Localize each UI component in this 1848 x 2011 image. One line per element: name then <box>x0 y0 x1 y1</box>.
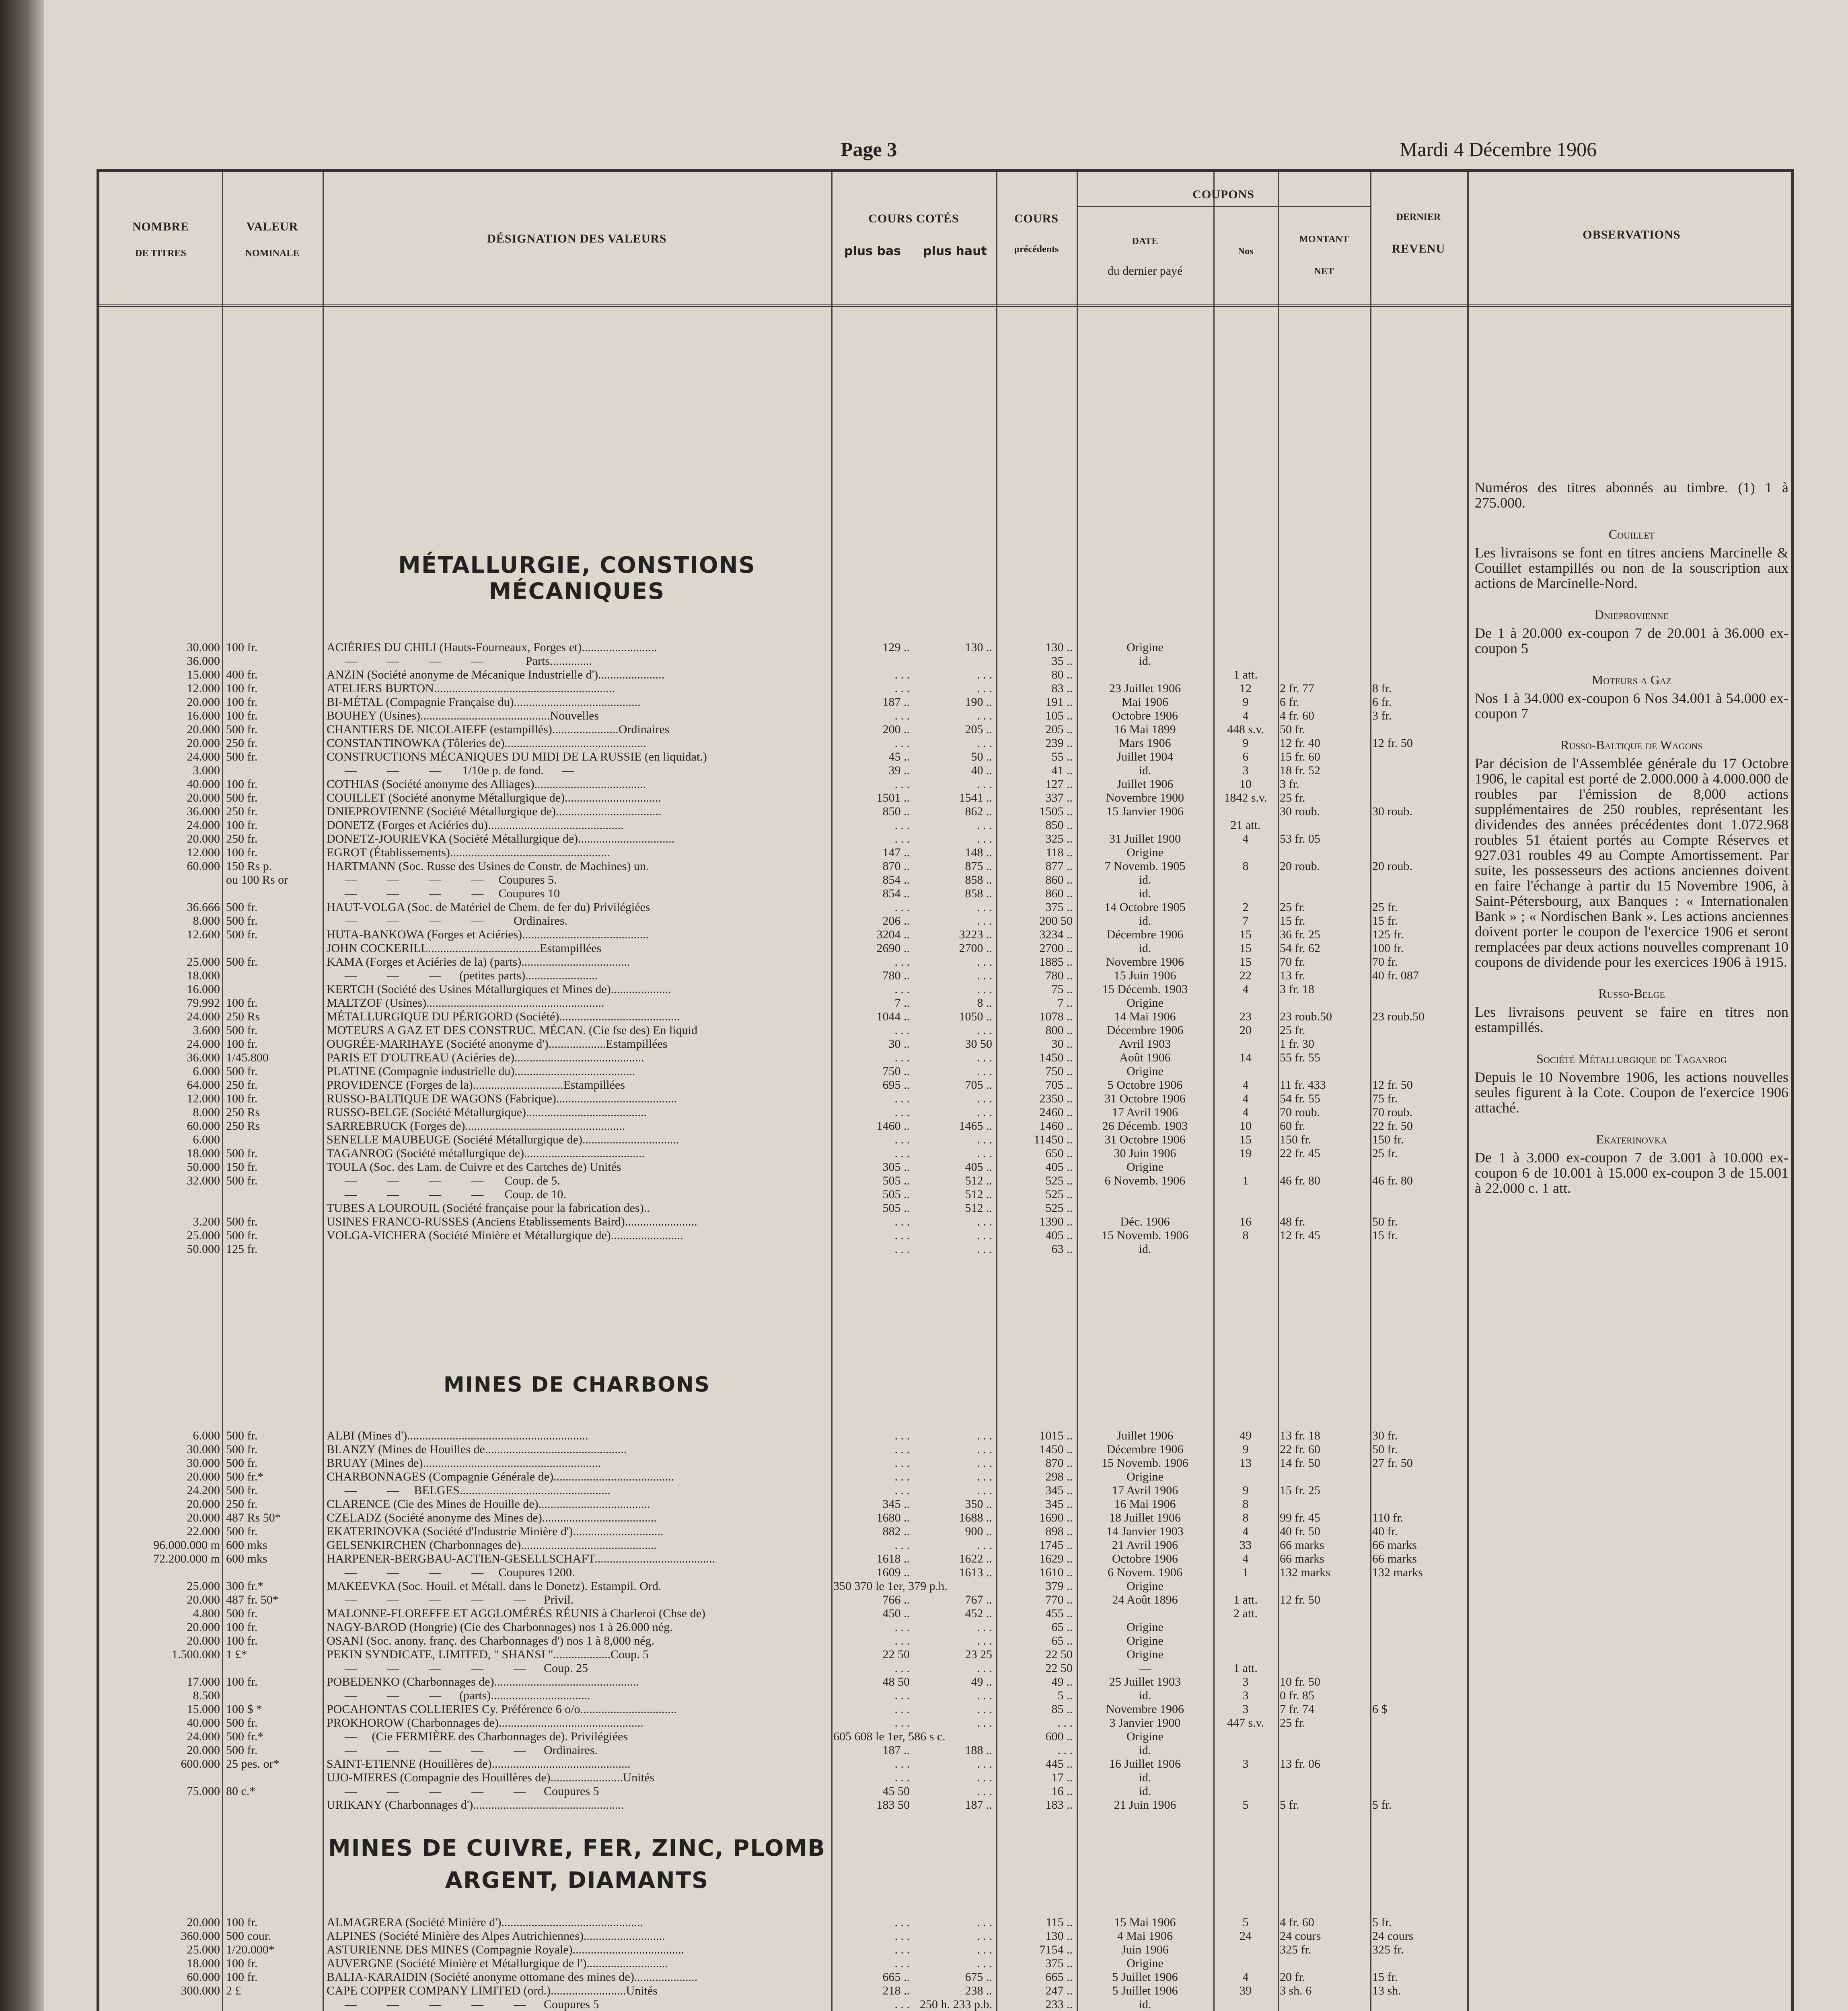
obs-ekaterinovka: De 1 à 3.000 ex-coupon 7 de 3.001 à 10.000 ex-coupon 6 de 10.001 à 15.000 ex-coupon 3 de 15.001 à 22.000 c. 1 att. <box>1475 1149 1788 1196</box>
metallurgie-nombre: 30.000 36.000 15.000 12.000 20.000 16.000 20.000 20.000 24.000 3.000 40.000 20.000 36.000 24.000 20.000 12.000 60.000 36.666 8.000 12.600 25.000 18.000 16.000 79.992 24.000 3.600 24.000 36.000 6.000 64.000 12.000 8.000 60.000 6.000 18.000 50.000 32.000 3.200 25.000 50.000 <box>187 641 220 1256</box>
col-rule-valeur <box>222 172 223 2011</box>
col-rule-date <box>1077 172 1078 2011</box>
header-nominale: NOMINALE <box>245 248 300 259</box>
table-header <box>99 172 1791 307</box>
obs-couillet-title: Couillet <box>1608 527 1655 541</box>
obs-russo-baltique-title: Russo-Baltique de Wagons <box>1560 738 1703 752</box>
obs-russo-belge: Les livraisons peuvent se faire en titres non estampillés. <box>1475 1004 1788 1035</box>
metallurgie-revenu: 8 fr. 6 fr. 3 fr. 12 fr. 50 30 roub. 20 roub. 25 fr. 15 fr. 125 fr. 100 fr. 70 fr. 40 fr. 087 23 roub.50 12 fr. 50 75 fr. 70 roub. 22 fr. 50 150 fr. 25 fr. 46 fr. 80 50 fr. 15 fr. <box>1372 682 1425 1242</box>
header-nombre: NOMBRE <box>132 220 189 233</box>
header-plus-haut: plus haut <box>923 244 987 258</box>
header-montant: MONTANT <box>1299 234 1349 245</box>
obs-dnieprovienne-title: Dnieprovienne <box>1594 607 1669 622</box>
col-rule-observations <box>1467 172 1469 2011</box>
header-dernier-paye: du dernier payé <box>1107 264 1183 278</box>
metallurgie-date: Origine id. 23 Juillet 1906 Mai 1906 Octobre 1906 16 Mai 1899 Mars 1906 Juillet 1904 id. Juillet 1906 Novembre 1900 15 Janvier 1906 31 Juillet 1900 Origine 7 Novemb. 1905 id. id. 14 Octobre 1905 id. Décembre 1906 id. Novembre 1906 15 Juin 1906 15 Décemb. 1903 Origine 14 Mai 1906 Décembre 1906 Avril 1903 Août 1906 Origine 5 Octobre 1906 31 Octobre 1906 17 Avril 1906 26 Décemb. 1903 31 Octobre 1906 30 Juin 1906 Origine 6 Novemb. 1906 Déc. 1906 15 Novemb. 1906 id. <box>1102 641 1188 1256</box>
cuivre-revenu: 5 fr. 24 cours 325 fr. 15 fr. 13 sh. <box>1372 1916 1414 1997</box>
obs-taganrog-title: Société Métallurgique de Taganrog <box>1536 1051 1727 1066</box>
metallurgie-designation: ACIÉRIES DU CHILI (Hauts-Fourneaux, Forges et)......................... — — — — Parts.............. ANZIN (Société anonyme de Mécanique Industrielle d')...................... ATELIERS BURTON............................................................ BI-MÉTAL (Compagnie Française du).......................................... BOUHEY (Usines)...........................................Nouvelles CHANTIERS DE NICOLAIEFF (estampillés)......................Ordinaires CONSTANTINOWKA (Tôleries de)............................................... CONSTRUCTIONS MÉCANIQUES DU MIDI DE LA RUSSIE (en liquidat.) — — — 1/10e p. de fond. — COTHIAS (Société anonyme des Alliages)..................................... COUILLET (Société anonyme Métallurgique de)................................ DNIEPROVIENNE (Société Métallurgique de)................................... DONETZ (Forges et Aciéries du)............................................. DONETZ-JOURIEVKA (Société Métallurgique de)................................ EGROT (Établissements)..................................................... HARTMANN (Soc. Russe des Usines de Constr. de Machines) un. — — — — Coupures 5. — — — — Coupures 10 HAUT-VOLGA (Soc. de Matériel de Chem. de fer du) Privilégiées — — — — Ordinaires. HUTA-BANKOWA (Forges et Aciéries).......................................... JOHN COCKERILL.....................................Estampillées KAMA (Forges et Aciéries de la) (parts).................................... — — — (petites parts)........................ KERTCH (Société des Usines Métallurgiques et Mines de).................... MALTZOF (Usines)........................................................... MÉTALLURGIQUE DU PÉRIGORD (Société)........................................ MOTEURS A GAZ ET DES CONSTRUC. MÉCAN. (Cie fse des) En liquid OUGRÉE-MARIHAYE (Société anonyme d')...................Estampillées PARIS ET D'OUTREAU (Aciéries de)........................................... PLATINE (Compagnie industrielle du)........................................ PROVIDENCE (Forges de la)..............................Estampillées RUSSO-BALTIQUE DE WAGONS (Fabrique)........................................ RUSSO-BELGE (Société Métallurgique)........................................ SARREBRUCK (Forges de)..................................................... SENELLE MAUBEUGE (Société Métallurgique de)................................ TAGANROG (Société métallurgique de)........................................ TOULA (Soc. des Lam. de Cuivre et des Cartches de) Unités — — — — Coup. de 5. — — — — Coup. de 10. TUBES A LOUROUIL (Société française pour la fabrication des).. USINES FRANCO-RUSSES (Anciens Etablissements Baird)........................ VOLGA-VICHERA (Société Minière et Métallurgique de)........................ <box>327 641 707 1242</box>
section-cuivre-title: MINES DE CUIVRE, FER, ZINC, PLOMB <box>328 1835 826 1861</box>
charbons-no: 49 9 13 9 8 8 4 33 4 1 1 att. 2 att. 1 att. 3 3 3 447 s.v. 3 5 <box>1227 1429 1264 1812</box>
header-valeur: VALEUR <box>246 220 298 233</box>
obs-top: Numéros des titres abonnés au timbre. (1) 1 à 275.000. <box>1475 479 1788 511</box>
header-titres: DE TITRES <box>135 248 186 259</box>
metallurgie-plus-haut: 130 .. . . . . . . 190 .. . . . 205 .. . . . 50 .. 40 .. . . . 1541 .. 862 .. . . . . . . 148 .. 875 .. 858 .. 858 .. . . . . . . 3223 .. 2700 .. . . . . . . . . . 8 .. 1050 .. . . . 30 50 . . . . . . 705 .. . . . . . . 1465 .. . . . . . . 405 .. 512 .. 512 .. 512 .. . . . . . . . . . <box>959 641 992 1256</box>
cuivre-plus-bas: . . . . . . . . . . . . 665 .. 218 .. . . . <box>882 1916 910 2011</box>
obs-ekaterinovka-title: Ekaterinovka <box>1596 1132 1667 1146</box>
charbons-date: Juillet 1906 Décembre 1906 15 Novemb. 1906 Origine 17 Avril 1906 16 Mai 1906 18 Juillet 1906 14 Janvier 1903 21 Avril 1906 Octobre 1906 6 Novem. 1906 Origine 24 Août 1896 Origine Origine Origine — 25 Juillet 1903 id. Novembre 1906 3 Janvier 1900 Origine id. 16 Juillet 1906 id. id. 21 Juin 1906 <box>1102 1429 1188 1812</box>
charbons-nombre: 6.000 30.000 30.000 20.000 24.200 20.000 20.000 22.000 96.000.000 m 72.200.000 m 25.000 20.000 4.800 20.000 20.000 1.500.000 17.000 8.500 15.000 40.000 24.000 20.000 600.000 75.000 <box>153 1429 220 1798</box>
cuivre-no: 5 24 4 39 <box>1240 1916 1252 1997</box>
metallurgie-no: 1 att. 12 9 4 448 s.v. 9 6 3 10 1842 s.v. 21 att. 4 8 2 7 15 15 15 22 4 23 20 14 4 4 4 10 15 19 1 16 8 <box>1224 668 1267 1242</box>
section-metallurgie: MÉTALLURGIE, CONSTIONS MÉCANIQUES <box>398 552 756 605</box>
cuivre-date: 15 Mai 1906 4 Mai 1906 Juin 1906 Origine 5 Juillet 1906 5 Juillet 1906 id. <box>1112 1916 1178 2011</box>
header-coupons: COUPONS <box>1192 188 1254 201</box>
header-cours-cotes: COURS COTÉS <box>868 212 959 225</box>
metallurgie-plus-bas: 129 .. . . . . . . 187 .. . . . 200 .. . . . 45 .. 39 .. . . . 1501 .. 850 .. . . . . . . 147 .. 870 .. 854 .. 854 .. . . . 206 .. 3204 .. 2690 .. . . . 780 .. . . . 7 .. 1044 .. . . . 30 .. . . . 750 .. 695 .. . . . . . . 1460 .. . . . . . . 305 .. 505 .. 505 .. 505 .. . . . . . . . . . <box>876 641 910 1256</box>
header-no: Nos <box>1237 246 1254 257</box>
cuivre-montant: 4 fr. 60 24 cours 325 fr. 20 fr. 3 sh. 6 <box>1280 1916 1321 1997</box>
page-date: Mardi 4 Décembre 1906 <box>1400 138 1597 160</box>
header-net: NET <box>1314 266 1334 277</box>
obs-moteurs: Nos 1 à 34.000 ex-coupon 6 Nos 34.001 à 54.000 ex-coupon 7 <box>1475 690 1788 722</box>
charbons-plus-bas: . . . . . . . . . . . . . . . 345 .. 1680 .. 882 .. . . . 1618 .. 1609 .. 350 370 le 1er, 379 p.h. 766 .. 450 .. . . . . . . 22 50 . . . 48 50 . . . . . . . . . 605 608 le 1er, 586 s c. 187 .. . . . . . . 45 50 183 50 <box>833 1429 948 1812</box>
obs-moteurs-title: Moteurs a Gaz <box>1591 672 1672 687</box>
header-observations: OBSERVATIONS <box>1583 228 1681 241</box>
header-designation: DÉSIGNATION DES VALEURS <box>487 232 667 245</box>
header-precedents: précédents <box>1014 244 1059 255</box>
cuivre-nombre: 20.000 360.000 25.000 18.000 60.000 300.000 <box>181 1916 220 1997</box>
metallurgie-montant: 2 fr. 77 6 fr. 4 fr. 60 50 fr. 12 fr. 40 15 fr. 60 18 fr. 52 3 fr. 25 fr. 30 roub. 53 fr. 05 20 roub. 25 fr. 15 fr. 36 fr. 25 54 fr. 62 70 fr. 13 fr. 3 fr. 18 23 roub.50 25 fr. 1 fr. 30 55 fr. 55 11 fr. 433 54 fr. 55 70 roub. 60 fr. 150 fr. 22 fr. 45 46 fr. 80 48 fr. 12 fr. 45 <box>1280 682 1332 1242</box>
section-cuivre-subtitle: ARGENT, DIAMANTS <box>445 1867 709 1894</box>
header-plus-bas: plus bas <box>844 244 901 258</box>
cuivre-plus-haut: . . . . . . . . . . . . 675 .. 238 .. 250 h. 233 p.b. <box>920 1916 992 2011</box>
cuivre-precedents: 115 .. 130 .. 7154 .. 375 .. 665 .. 247 .. 233 .. <box>1039 1916 1073 2011</box>
header-date: DATE <box>1132 236 1158 247</box>
col-rule-cours-cotes <box>831 172 833 2011</box>
col-rule-no <box>1213 172 1215 2011</box>
coupons-divider <box>1077 206 1370 207</box>
quotation-table <box>97 169 1794 2011</box>
cuivre-designation: ALMAGRERA (Société Minière d')............................................... ALPINES (Société Minière des Alpes Autrichiennes)........................... ASTURIENNE DES MINES (Compagnie Royale)..................................... AUVERGNE (Société Minière et Métallurgique de l')........................... BALIA-KARAIDIN (Société anonyme ottomane des mines de)..................... CAPE COPPER COMPANY LIMITED (ord.).........................Unités — — — — — Coupures 5 <box>327 1916 698 2011</box>
metallurgie-valeur: 100 fr. 400 fr. 100 fr. 100 fr. 100 fr. 500 fr. 250 fr. 500 fr. 100 fr. 500 fr. 250 fr. 100 fr. 250 fr. 100 fr. 150 Rs p. ou 100 Rs or 500 fr. 500 fr. 500 fr. 500 fr. 100 fr. 250 Rs 500 fr. 100 fr. 1/45.800 500 fr. 250 fr. 100 fr. 250 Rs 250 Rs 500 fr. 150 fr. 500 fr. 500 fr. 500 fr. 125 fr. <box>226 641 288 1256</box>
book-binding <box>0 0 44 2011</box>
charbons-precedents: 1015 .. 1450 .. 870 .. 298 .. 345 .. 345 .. 1690 .. 898 .. 1745 .. 1629 .. 1610 .. 379 .. 770 .. 455 .. 65 .. 65 .. 22 50 22 50 49 .. 5 .. 85 .. . . . 600 .. . . . 445 .. 17 .. 16 .. 183 .. <box>1039 1429 1073 1812</box>
observations-column <box>1475 480 1788 1199</box>
col-rule-revenu <box>1370 172 1371 2011</box>
charbons-revenu: 30 fr. 50 fr. 27 fr. 50 110 fr. 40 fr. 66 marks 66 marks 132 marks 6 $ 5 fr. <box>1372 1429 1423 1812</box>
page-number: Page 3 <box>841 138 897 160</box>
col-rule-precedents <box>996 172 997 2011</box>
page-header <box>44 133 1848 169</box>
charbons-plus-haut: . . . . . . . . . . . . . . . 350 .. 1688 .. 900 .. . . . 1622 .. 1613 .. 767 .. 452 .. . . . . . . 23 25 . . . 49 .. . . . . . . . . . 188 .. . . . . . . . . . 187 .. <box>959 1429 992 1812</box>
obs-russo-belge-title: Russo-Belge <box>1598 986 1665 1001</box>
obs-russo-baltique: Par décision de l'Assemblée générale du 17 Octobre 1906, le capital est porté de 2.000.000 à 4.000.000 de roubles par l'émission de 8,000 actions supplémentaires de 250 roubles, représentant les dividendes des années précédentes dont 1.072.968 roubles 51 étaient portés au Compte Réserves et 927.031 roubles 49 au Compte Amortissement. Par suite, les possesseurs des actions anciennes doivent en faire l'échange à partir du 15 Novembre 1906, à Saint-Pétersbourg, aux Banques : « Internationalen Bank » ; « Nordischen Bank ». Les actions anciennes doivent porter le coupon de l'exercice 1906 et seront remplacées par deux actions nouvelles comprenant 10 coupons de dividende pour les exercices 1906 à 1915. <box>1475 755 1788 970</box>
newspaper-page <box>44 0 1848 2011</box>
col-rule-montant <box>1278 172 1279 2011</box>
charbons-montant: 13 fr. 18 22 fr. 60 14 fr. 50 15 fr. 25 99 fr. 45 40 fr. 50 66 marks 66 marks 132 marks 12 fr. 50 10 fr. 50 0 fr. 85 7 fr. 74 25 fr. 13 fr. 06 5 fr. <box>1280 1429 1330 1812</box>
header-revenu: REVENU <box>1392 242 1445 255</box>
cuivre-valeur: 100 fr. 500 cour. 1/20.000* 100 fr. 100 fr. 2 £ <box>226 1916 275 1997</box>
obs-taganrog: Depuis le 10 Novembre 1906, les actions nouvelles seules figurent à la Cote. Coupon de l'exercice 1906 attaché. <box>1475 1069 1788 1116</box>
metallurgie-precedents: 130 .. 35 .. 80 .. 83 .. 191 .. 105 .. 205 .. 239 .. 55 .. 41 .. 127 .. 337 .. 1505 .. 850 .. 325 .. 118 .. 877 .. 860 .. 860 .. 375 .. 200 50 3234 .. 2700 .. 1885 .. 780 .. 75 .. 7 .. 1078 .. 800 .. 30 .. 1450 .. 750 .. 705 .. 2350 .. 2460 .. 1460 .. 11450 .. 650 .. 405 .. 525 .. 525 .. 525 .. 1390 .. 405 .. 63 .. <box>1034 641 1073 1256</box>
obs-couillet: Les livraisons se font en titres anciens Marcinelle & Couillet estampillés ou non de la souscription aux actions de Marcinelle-Nord. <box>1475 545 1788 591</box>
header-dernier: DERNIER <box>1396 212 1441 222</box>
charbons-designation: ALBI (Mines d')............................................................ BLANZY (Mines de Houilles de............................................... BRUAY (Mines de)........................................................... CHARBONNAGES (Compagnie Générale de)........................................ — — BELGES.................................................. CLARENCE (Cie des Mines de Houille de)..................................... CZELADZ (Société anonyme des Mines de)...................................... EKATERINOVKA (Société d'Industrie Minière d').............................. GELSENKIRCHEN (Charbonnages de)............................................. HARPENER-BERGBAU-ACTIEN-GESELLSCHAFT........................................ — — — — Coupures 1200. MAKEEVKA (Soc. Houil. et Métall. dans le Donetz). Estampil. Ord. — — — — — Privil. MALONNE-FLOREFFE ET AGGLOMÉRÉS RÉUNIS à Charleroi (Chse de) NAGY-BAROD (Hongrie) (Cie des Charbonnages) nos 1 à 26.000 nég. OSANI (Soc. anony. franç. des Charbonnages d') nos 1 à 8,000 nég. PEKIN SYNDICATE, LIMITED, " SHANSI "...................Coup. 5 — — — — — Coup. 25 POBEDENKO (Charbonnages de)................................................ — — — (parts)................................. POCAHONTAS COLLIERIES Cy. Préférence 6 o/o................................ PROKHOROW (Charbonnages de)................................................ — (Cie FERMIÈRE des Charbonnages de). Privilégiées — — — — — Ordinaires. SAINT-ETIENNE (Houillères de).............................................. UJO-MIERES (Compagnie des Houillères de)........................Unités — — — — — Coupures 5 URIKANY (Charbonnages d').................................................. <box>327 1429 715 1812</box>
section-charbons: MINES DE CHARBONS <box>443 1373 711 1397</box>
obs-dnieprovienne: De 1 à 20.000 ex-coupon 7 de 20.001 à 36.000 ex-coupon 5 <box>1475 625 1788 656</box>
col-rule-designation <box>323 172 324 2011</box>
header-cours: COURS <box>1014 212 1059 225</box>
charbons-valeur: 500 fr. 500 fr. 500 fr. 500 fr.* 500 fr. 250 fr. 487 Rs 50* 500 fr. 600 mks 600 mks 300 fr.* 487 fr. 50* 500 fr. 100 fr. 100 fr. 1 £* 100 fr. 100 $ * 500 fr. 500 fr.* 500 fr. 25 pes. or* 80 c.* <box>226 1429 281 1798</box>
